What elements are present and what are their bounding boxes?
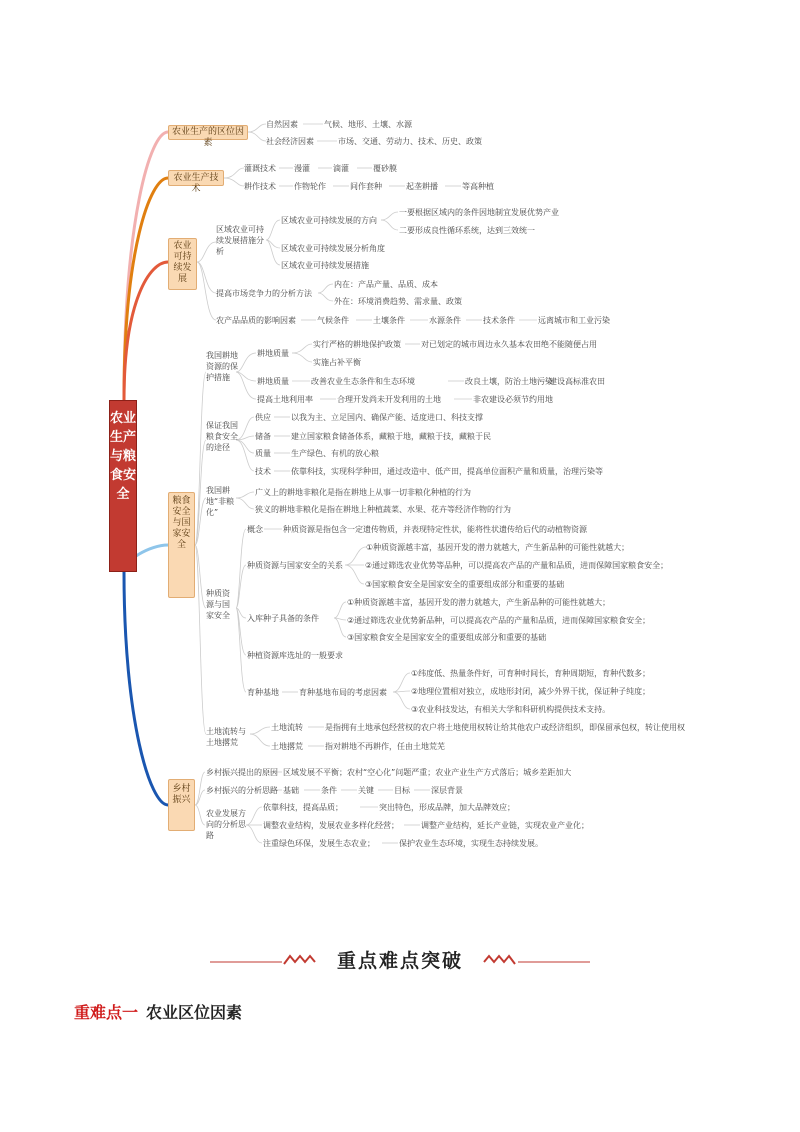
node-farmland-quality-2: 改良土壤，防治土地污染 [465,377,553,386]
node-quality-5: 远离城市和工业污染 [538,316,610,325]
node-quality-3: 水源条件 [429,316,461,325]
node-agri-direction-3: 注重绿色环保，发展生态农业； [263,839,375,848]
branch-location-factors: 农业生产的区位因素 [168,125,248,140]
node-seed-conditions-3: ③国家粮食安全是国家安全的重要组成部分和重要的基础 [347,633,547,642]
node-farmland-policy-value: 对已划定的城市周边永久基本农田绝不能随便占用 [421,340,597,349]
banner-title: 重点难点突破 [336,950,463,972]
node-land-use-1: 合理开发尚未开发利用的土地 [337,395,441,404]
node-reserve-value: 建立国家粮食储备体系，藏粮于地，藏粮于技，藏粮于民 [291,432,491,441]
node-seed-conditions-1: ①种质资源越丰富，基因开发的潜力就越大，产生新品种的可能性就越大； [347,598,611,607]
node-farmland-quality-3: 建设高标准农田 [549,377,605,386]
node-social-factors-value: 市场、交通、劳动力、技术、历史、政策 [338,137,482,146]
node-germplasm: 种质资源与国家安全 [206,589,230,620]
node-reserve: 储备 [255,432,271,441]
section-prefix: 重难点一 [74,1003,139,1022]
node-land-transfer-value: 是指拥有土地承包经营权的农户将土地使用权转让给其他农户或经济组织，即保留承包权，转让使用权 [325,723,685,732]
node-agri-direction-3-value: 保护农业生态环境，实现生态持续发展。 [399,839,543,848]
node-breeding-base-1: ①纬度低、热量条件好，可育种时间长，育种周期短，育种代数多； [411,669,651,678]
node-food-security-path: 保证我国粮食安全的途径 [206,421,238,452]
node-food-quality-value: 生产绿色、有机的放心粮 [291,449,379,458]
node-rural-thinking-2: 条件 [321,786,337,795]
node-tillage: 耕作技术 [244,182,276,191]
node-germplasm-relation: 种质资源与国家安全的关系 [247,561,343,570]
node-agri-direction-2: 调整农业结构，发展农业多样化经营； [263,821,399,830]
node-farmland-quantity: 耕地质量 [257,349,289,358]
node-agri-direction: 农业发展方向的分析思路 [206,809,246,840]
node-breeding-base-factors: 育种基地布局的考虑因素 [299,688,387,697]
node-agri-direction-2-value: 调整产业结构，延长产业链，实现农业产业化； [421,821,589,830]
node-food-quality: 质量 [255,449,271,458]
node-land-abandon: 土地撂荒 [271,742,303,751]
node-tillage-3: 起垄耕播 [406,182,438,191]
branch-production-technique: 农业生产技术 [168,170,224,186]
node-agri-direction-1-value: 突出特色，形成品牌，加大品牌效应； [379,803,515,812]
branch-rural-revitalization: 乡村振兴 [168,779,195,831]
node-rural-thinking-3: 关键 [358,786,374,795]
node-rural-reason-value: 区域发展不平衡；农村“空心化”问题严重；农业产业生产方式落后；城乡差距加大 [283,768,572,777]
node-rural-reason: 乡村振兴提出的原因 [206,768,278,777]
node-irrigation-1: 漫灌 [294,164,310,173]
node-tillage-4: 等高种植 [462,182,494,191]
node-quality-2: 土壤条件 [373,316,405,325]
node-rural-thinking-1: 基础 [283,786,299,795]
node-land-use-2: 非农建设必须节约用地 [473,395,553,404]
node-direction-1: 一要根据区域内的条件因地制宜发展优势产业 [399,208,559,217]
node-sustainable-steps: 区域农业可持续发展措施 [281,261,369,270]
node-analysis-angle: 区域农业可持续发展分析角度 [281,244,385,253]
branch-line-rural [124,572,168,805]
node-competitiveness-1: 内在：产品产量、品质、成本 [334,280,438,289]
node-irrigation-3: 覆砂膜 [373,164,397,173]
node-social-factors: 社会经济因素 [266,137,314,146]
node-land-transfer-def: 土地流转 [271,723,303,732]
node-germplasm-concept: 概念 [247,525,263,534]
node-non-grain: 我国耕地“非粮化” [206,486,235,517]
node-non-grain-narrow: 狭义的耕地非粮化是指在耕地上种植蔬菜、水果、花卉等经济作物的行为 [255,505,511,514]
node-breeding-base-2: ②地理位置相对独立，成地形封闭，减少外界干扰，保证种子纯度； [411,687,651,696]
node-quality-factors: 农产品品质的影响因素 [216,316,296,325]
node-germplasm-concept-value: 种质资源是指包含一定遗传物质，并表现特定性状，能将性状遗传给后代的动植物资源 [283,525,587,534]
node-technology: 技术 [255,467,271,476]
node-germplasm-relation-2: ②通过筛选农业优势等品种，可以提高农产品的产量和品质，进而保障国家粮食安全； [365,561,669,570]
branch-food-security: 粮食安全与国家安全 [168,492,195,598]
node-natural-factors-value: 气候、地形、土壤、水源 [324,120,412,129]
node-supply-value: 以我为主、立足国内、确保产能、适度进口、科技支撑 [291,413,483,422]
node-breeding-base-3: ③农业科技发达，有相关大学和科研机构提供技术支持。 [411,705,611,714]
node-quality-1: 气候条件 [317,316,349,325]
section-heading [74,1000,242,1023]
node-direction-2: 二要形成良性循环系统，达到三效统一 [399,226,535,235]
node-quality-4: 技术条件 [483,316,515,325]
node-sustainable-measures: 区域农业可持续发展措施分析 [216,225,264,256]
branch-line-location [124,132,168,400]
node-land-abandon-value: 指对耕地不再耕作，任由土地荒芜 [325,742,445,751]
branch-sustainable: 农业可持续发展 [168,238,197,290]
node-rural-thinking-4: 目标 [394,786,410,795]
node-germplasm-relation-3: ③国家粮食安全是国家安全的重要组成部分和重要的基础 [365,580,565,589]
node-irrigation: 灌溉技术 [244,164,276,173]
node-competitiveness: 提高市场竞争力的分析方法 [216,289,312,298]
node-farmland-quality-1: 改善农业生态条件和生态环境 [311,377,415,386]
section-title: 农业区位因素 [146,1003,243,1022]
node-germplasm-relation-1: ①种质资源越丰富，基因开发的潜力就越大，产生新品种的可能性就越大； [366,543,630,552]
node-seed-bank-site: 种植资源库选址的一般要求 [247,651,343,660]
node-seed-conditions-2: ②通过筛选农业优势新品种，可以提高农产品的产量和品质，进而保障国家粮食安全； [347,616,651,625]
branch-line-technique [124,178,168,400]
node-farmland-quality: 耕地质量 [257,377,289,386]
node-agri-direction-1: 依靠科技，提高品质； [263,803,343,812]
node-breeding-base: 育种基地 [247,688,279,697]
node-competitiveness-2: 外在：环境消费趋势、需求量、政策 [334,297,462,306]
node-natural-factors: 自然因素 [266,120,298,129]
node-land-transfer: 土地流转与土地撂荒 [206,727,246,747]
node-farmland-policy: 实行严格的耕地保护政策 [313,340,401,349]
node-farmland-balance: 实施占补平衡 [313,358,361,367]
node-land-use-rate: 提高土地利用率 [257,395,313,404]
node-seed-conditions: 入库种子具备的条件 [247,614,319,623]
mindmap-root: 农业生产与粮食安全 [109,400,137,572]
node-tillage-2: 间作套种 [350,182,382,191]
node-farmland-protection: 我国耕地资源的保护措施 [206,351,238,382]
node-non-grain-broad: 广义上的耕地非粮化是指在耕地上从事一切非粮化种植的行为 [255,488,471,497]
node-direction: 区域农业可持续发展的方向 [281,216,377,225]
node-rural-thinking-5: 深层背景 [431,786,463,795]
node-tillage-1: 作物轮作 [294,182,326,191]
node-technology-value: 依靠科技，实现科学种田，通过改造中、低产田，提高单位面积产量和质量，治理污染等 [291,467,603,476]
node-rural-thinking: 乡村振兴的分析思路 [206,786,278,795]
node-supply: 供应 [255,413,271,422]
node-irrigation-2: 滴灌 [333,164,349,173]
